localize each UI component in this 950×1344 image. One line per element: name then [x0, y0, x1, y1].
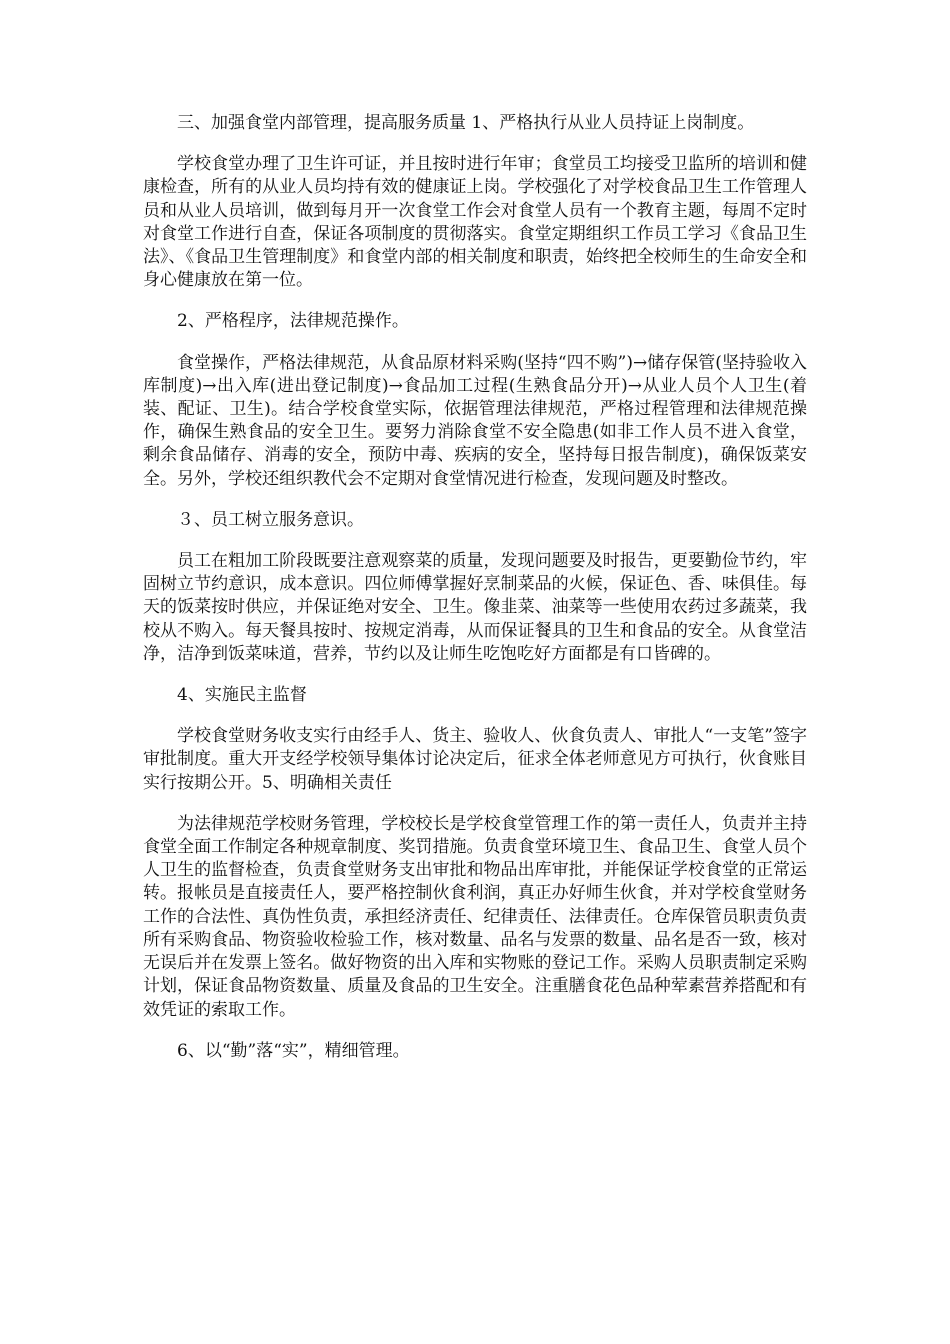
subheading-2: 2、严格程序，法律规范操作。 — [177, 311, 409, 332]
subheading-6: 6、以“勤”落“实”，精细管理。 — [177, 1040, 410, 1061]
paragraph-responsibilities: 为法律规范学校财务管理，学校校长是学校食堂管理工作的第一责任人，负责并主持食堂全面工作制定各种规章制度、奖罚措施。负责食堂环境卫生、食品卫生、食堂人员个人卫生的监督检查，负责食堂财务支出审批和物品出库审批，并能保证学校食堂的正常运转。报帐员是直接责任人，要严格控制伙食利润，真正办好师生伙食，并对学校食堂财务工作的合法性、真伪性负责，承担经济责任、纪律责任、法律责任。仓库保管员职责负责所有采购食品、物资验收检验工作，核对数量、品名与发票的数量、品名是否一致，核对无误后并在发票上签名。做好物资的出入库和实物账的登记工作。采购人员职责制定采购计划，保证食品物资数量、质量及食品的卫生安全。注重膳食花色品种荤素营养搭配和有效凭证的索取工作。 — [143, 813, 807, 1020]
section-heading-3: 三、加强食堂内部管理，提高服务质量 1、严格执行从业人员持证上岗制度。 — [177, 113, 755, 133]
subheading-3: ３、员工树立服务意识。 — [177, 509, 364, 530]
document-body — [143, 112, 807, 1081]
paragraph-canteen-operation: 食堂操作，严格法律规范，从食品原材料采购(坚持“四不购”)→储存保管(坚持验收入库制度)→出入库(进出登记制度)→食品加工过程(生熟食品分开)→从业人员个人卫生(着装、配证、卫生)。结合学校食堂实际，依据管理法律规范，严格过程管理和法律规范操作，确保生熟食品的安全卫生。要努力消除食堂不安全隐患(如非工作人员不进入食堂，剩余食品储存、消毒的安全，预防中毒、疾病的安全，坚持每日报告制度)，确保饭菜安全。另外，学校还组织教代会不定期对食堂情况进行检查，发现问题及时整改。 — [143, 352, 807, 489]
paragraph-democratic-supervision: 学校食堂财务收支实行由经手人、货主、验收人、伙食负责人、审批人“一支笔”签字审批制度。重大开支经学校领导集体讨论决定后，征求全体老师意见方可执行，伙食账目实行按期公开。5、明确相关责任 — [143, 726, 807, 793]
paragraph-health-certificate: 学校食堂办理了卫生许可证，并且按时进行年审；食堂员工均接受卫监所的培训和健康检查，所有的从业人员均持有效的健康证上岗。学校强化了对学校食品卫生工作管理人员和从业人员培训，做到每月开一次食堂工作会对食堂人员有一个教育主题，每周不定时对食堂工作进行自查，保证各项制度的贯彻落实。食堂定期组织工作员工学习《食品卫生法》、《食品卫生管理制度》和食堂内部的相关制度和职责，始终把全校师生的生命安全和身心健康放在第一位。 — [143, 154, 807, 291]
subheading-4: 4、实施民主监督 — [177, 685, 307, 706]
paragraph-service-awareness: 员工在粗加工阶段既要注意观察菜的质量，发现问题要及时报告，更要勤俭节约，牢固树立节约意识，成本意识。四位师傅掌握好烹制菜品的火候，保证色、香、味俱佳。每天的饭菜按时供应，并保证绝对安全、卫生。像韭菜、油菜等一些使用农药过多蔬菜，我校从不购入。每天餐具按时、按规定消毒，从而保证餐具的卫生和食品的安全。从食堂洁净，洁净到饭菜味道，营养，节约以及让师生吃饱吃好方面都是有口皆碑的。 — [143, 551, 807, 664]
